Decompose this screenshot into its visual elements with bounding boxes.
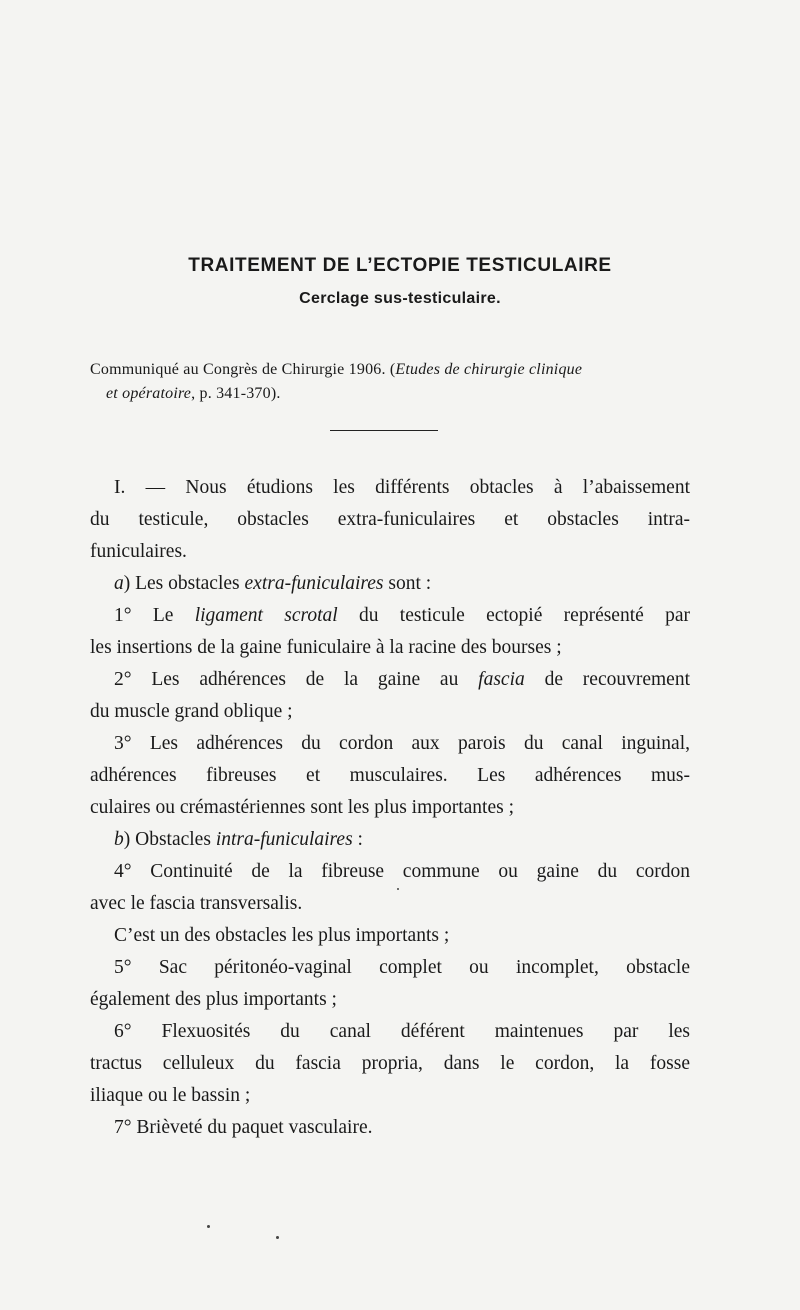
body-text [90,472,690,1144]
item3-line-1: 3° Les adhérences du cordon aux parois du canal inguinal, [114,733,690,754]
print-speck [276,1236,279,1239]
source-italic-2: et opératoire [106,385,192,402]
item1-line-1 [90,600,690,632]
item5-line-1: 5° Sac péritonéo-vaginal complet ou incomplet, obstacle [114,957,690,978]
source-text-2: , p. 341-370). [191,385,281,402]
item2-suffix: de recouvrement [524,669,691,690]
a-italic: extra-funiculaires [244,573,384,594]
label-a: a [114,573,124,594]
intro-line-2: du testicule, obstacles extra-funiculaires et obstacles intra- [90,509,690,530]
print-speck [397,888,399,890]
source-line-1 [90,358,700,382]
intro-line-3: funiculaires. [90,541,187,562]
source-text: Communiqué au Congrès de Chirurgie 1906. ( [90,361,396,378]
paragraph-b [90,824,690,856]
item1-prefix: 1° Le [114,605,195,626]
item4-line-1: 4° Continuité de la fibreuse commune ou gaine du cordon [114,861,690,882]
item3-line-3: culaires ou crémastériennes sont les plus importantes ; [90,797,515,818]
item2-prefix: 2° Les adhérences de la gaine au [114,669,479,690]
paragraph-item-6 [90,1016,690,1112]
source-italic: Etudes de chirurgie clinique [395,361,583,378]
item3-line-2: adhérences fibreuses et musculaires. Les adhérences mus- [90,765,690,786]
paragraph-cest: C’est un des obstacles les plus importants ; [114,925,450,946]
item6-line-3: iliaque ou le bassin ; [90,1085,251,1106]
a-suffix: sont : [383,573,432,594]
intro-line-1: I. — Nous étudions les différents obtacles à l’abaissement [114,477,690,498]
item6-line-1: 6° Flexuosités du canal déférent maintenues par les [114,1021,690,1042]
paragraph-item-4 [90,856,690,920]
paragraph-item-5 [90,952,690,1016]
b-text: ) Obstacles [123,829,216,850]
item6-line-2: tractus celluleux du fascia propria, dans le cordon, la fosse [90,1053,690,1074]
source-line-2 [90,382,700,406]
label-b: b [114,829,124,850]
separator-rule [330,430,438,431]
print-speck [207,1225,210,1228]
paragraph-intro [90,472,690,568]
item1-italic: ligament scrotal [194,605,338,626]
page-subtitle: Cerclage sus-testiculaire. [299,290,501,307]
item4-line-2: avec le fascia transversalis. [90,893,303,914]
item5-line-2: également des plus importants ; [90,989,337,1010]
item1-line-2: les insertions de la gaine funiculaire à la racine des bourses ; [90,637,562,658]
paragraph-item-1 [90,600,690,664]
paragraph-a [90,568,690,600]
paragraph-item-3 [90,728,690,824]
item2-line-1 [90,664,690,696]
paragraph-item-2 [90,664,690,728]
item2-italic: fascia [478,669,525,690]
a-text: ) Les obstacles [123,573,245,594]
source-note [90,358,700,406]
b-suffix: : [352,829,363,850]
page-title: TRAITEMENT DE L’ECTOPIE TESTICULAIRE [188,255,612,276]
item1-suffix: du testicule ectopié représenté par [337,605,690,626]
b-italic: intra-funiculaires [215,829,353,850]
item2-line-2: du muscle grand oblique ; [90,701,293,722]
paragraph-item-7: 7° Brièveté du paquet vasculaire. [114,1117,373,1138]
